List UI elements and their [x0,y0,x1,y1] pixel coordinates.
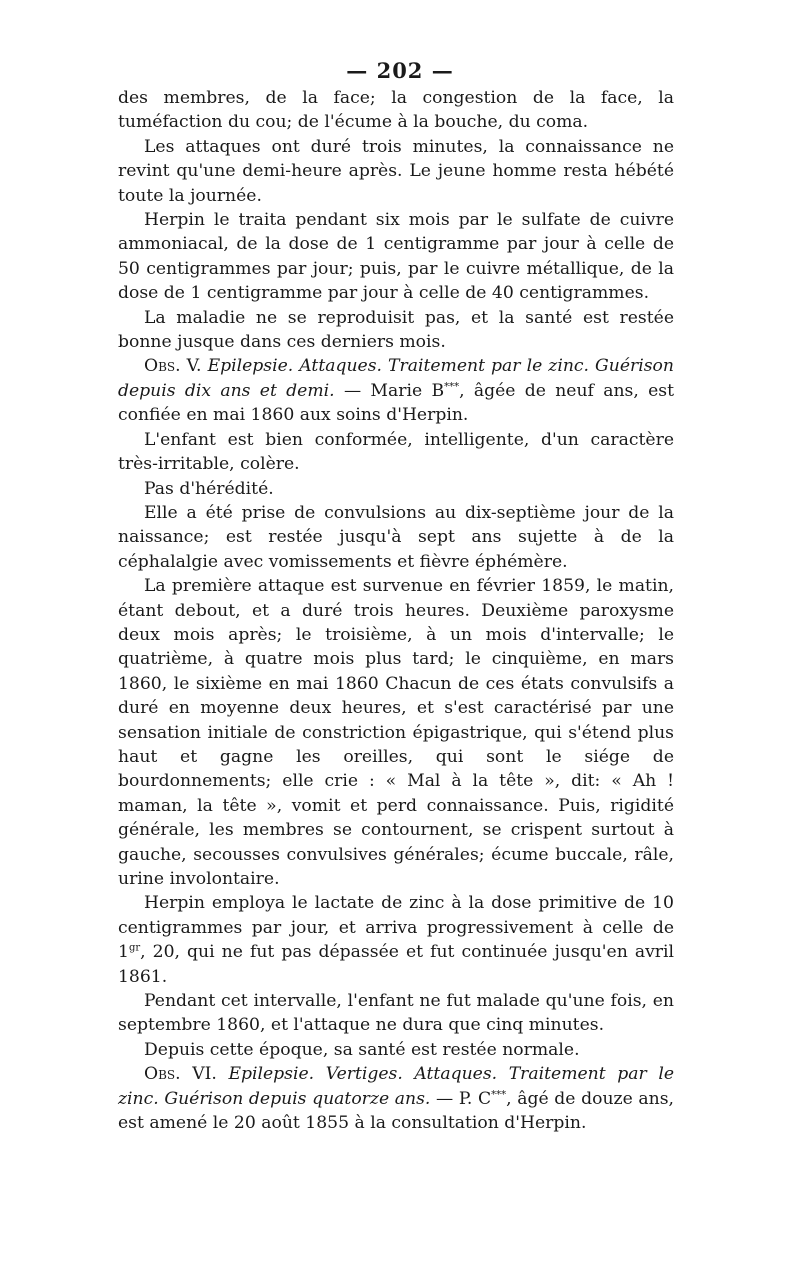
paragraph-11: Pendant cet intervalle, l'enfant ne fut malade qu'une fois, en septembre 1860, et l'attaque ne dura que cinq minutes. [118,991,674,1036]
observation-number: Obs. VI. [144,1064,217,1085]
initials-asterisks: *** [444,381,460,393]
paragraph-9: La première attaque est survenue en février 1859, le matin, étant debout, et a duré trois heures. Deuxième paroxysme deux mois après; le troisième, à un mois d'intervalle; le quatrième, à quatre mois plus tard; le cinquième, en mars 1860, le sixième en mai 1860 Chacun de ces états convulsifs a duré en moyenne deux heures, et s'est caractérisé par une sensation initiale de constriction épigastrique, qui s'étend plus haut et gagne les oreilles, qui sont le siége de bourdonnements; elle crie : « Mal à la tête », dit: « Ah ! maman, la tête », vomit et perd connaissance. Puis, rigidité générale, les membres se contournent, se crispent surtout à gauche, secousses convulsives générales; écume buccale, râle, urine involontaire. [118,576,674,889]
observation-title: Epilepsie. Vertiges. Attaques. Traitement par le zinc. Guérison depuis quatorze ans. [118,1064,674,1109]
observation-text-cont: , âgé de douze ans, est amené le 20 août 1855 à la consultation d'Herpin. [118,1088,674,1134]
dose-text: Herpin employa le lactate de zinc à la dose primitive de 10 centigrammes par jour, et arriva progressivement à celle de 1 [118,893,674,963]
body-text [118,86,674,1135]
initials-asterisks: *** [491,1088,507,1100]
observation-5-heading [118,354,674,427]
observation-text: — P. C [436,1088,492,1109]
gram-superscript: gr [128,942,141,954]
paragraph-2: Les attaques ont duré trois minutes, la connaissance ne revint qu'une demi-heure après. Le jeune homme resta hébété toute la journée. [118,136,674,206]
observation-text-cont: , âgée de neuf ans, est confiée en mai 1860 aux soins d'Herpin. [118,380,675,426]
paragraph-8: Elle a été prise de convulsions au dix-septième jour de la naissance; est restée jusqu'à sept ans sujette à de la céphalalgie avec vomissements et fièvre éphémère. [118,502,674,572]
observation-title: Epilepsie. Attaques. Traitement par le zinc. Guérison depuis dix ans et demi. [118,356,674,401]
page-number: — 202 — [346,58,454,83]
paragraph-7: Pas d'hérédité. [144,478,274,499]
paragraph-4: La maladie ne se reproduisit pas, et la santé est restée bonne jusque dans ces derniers mois. [118,307,674,353]
observation-6-heading [118,1062,674,1135]
paragraph-3: Herpin le traita pendant six mois par le sulfate de cuivre ammoniacal, de la dose de 1 centigramme par jour à celle de 50 centigrammes par jour; puis, par le cuivre métallique, de la dose de 1 centigramme par jour à celle de 40 centigrammes. [118,210,674,304]
paragraph-12: Depuis cette époque, sa santé est restée normale. [144,1039,580,1060]
observation-number: Obs. V. [144,356,202,377]
observation-text: — Marie B [343,380,445,401]
paragraph-1: des membres, de la face; la congestion de la face, la tuméfaction du cou; de l'écume à la bouche, du coma. [118,88,674,133]
paragraph-6: L'enfant est bien conformée, intelligente, d'un caractère très-irritable, colère. [118,429,674,475]
paragraph-10 [118,891,674,989]
dose-text-cont: , 20, qui ne fut pas dépassée et fut continuée jusqu'en avril 1861. [118,942,674,987]
